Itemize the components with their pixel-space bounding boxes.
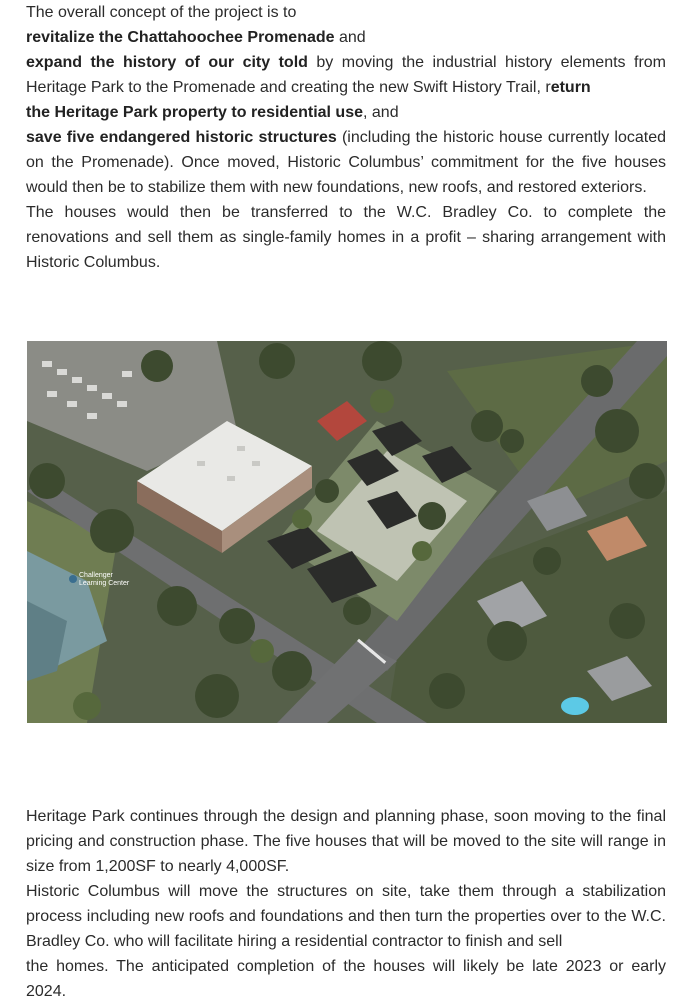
intro-line-3	[26, 50, 666, 75]
outro-line-5: process including new roofs and foundations and then turn the properties over to the W.C.	[26, 908, 666, 925]
outro-line-1: Heritage Park continues through the design and planning phase, soon moving to the final	[26, 808, 666, 825]
outro-line-8: 2024.	[26, 983, 67, 1000]
intro-line-4	[26, 75, 666, 100]
intro-line-2-rest: and	[334, 29, 366, 46]
map-label-line-1: Challenger	[79, 572, 113, 579]
residential-use-phrase: the Heritage Park property to residential use	[26, 104, 363, 121]
map-label-line-2: Learning Center	[79, 580, 130, 587]
intro-line-5-rest: , and	[363, 104, 399, 121]
intro-line-9: The houses would then be transferred to the W.C. Bradley Co. to complete the	[26, 204, 666, 221]
return-phrase-start: eturn	[550, 79, 591, 96]
save-structures-phrase: save five endangered historic structures	[26, 129, 337, 146]
intro-line-3-rest: by moving the industrial history elements from	[307, 54, 667, 71]
outro-line-2: pricing and construction phase. The five houses that will be moved to the site will range in	[26, 833, 666, 850]
outro-line-7: the homes. The anticipated completion of the houses will likely be late 2023 or early	[26, 958, 666, 975]
intro-line-6	[26, 125, 666, 150]
revitalize-promenade-phrase: revitalize the Chattahoochee Promenade	[26, 29, 335, 46]
intro-line-5	[26, 100, 666, 125]
intro-line-8: would then be to stabilize them with new foundations, new roofs, and restored exteriors.	[26, 179, 647, 196]
outro-line-6: Bradley Co. who will facilitate hiring a residential contractor to finish and sell	[26, 933, 563, 950]
intro-line-1: The overall concept of the project is to	[26, 4, 297, 21]
intro-paragraph	[26, 0, 666, 275]
outro-paragraph	[26, 804, 666, 1004]
intro-line-7: on the Promenade). Once moved, Historic Columbus’ commitment for the five houses	[26, 154, 666, 171]
intro-line-4-text: Heritage Park to the Promenade and creating the new Swift History Trail, r	[26, 79, 551, 96]
intro-line-10: renovations and sell them as single-family homes in a profit – sharing arrangement with	[26, 229, 666, 246]
outro-line-3: size from 1,200SF to nearly 4,000SF.	[26, 858, 290, 875]
aerial-site-rendering	[27, 341, 667, 723]
intro-line-2	[26, 25, 666, 50]
outro-line-4: Historic Columbus will move the structures on site, take them through a stabilization	[26, 883, 666, 900]
expand-history-phrase: expand the history of our city told	[26, 54, 308, 71]
intro-line-11: Historic Columbus.	[26, 254, 161, 271]
intro-line-6-rest: (including the historic house currently located	[336, 129, 667, 146]
